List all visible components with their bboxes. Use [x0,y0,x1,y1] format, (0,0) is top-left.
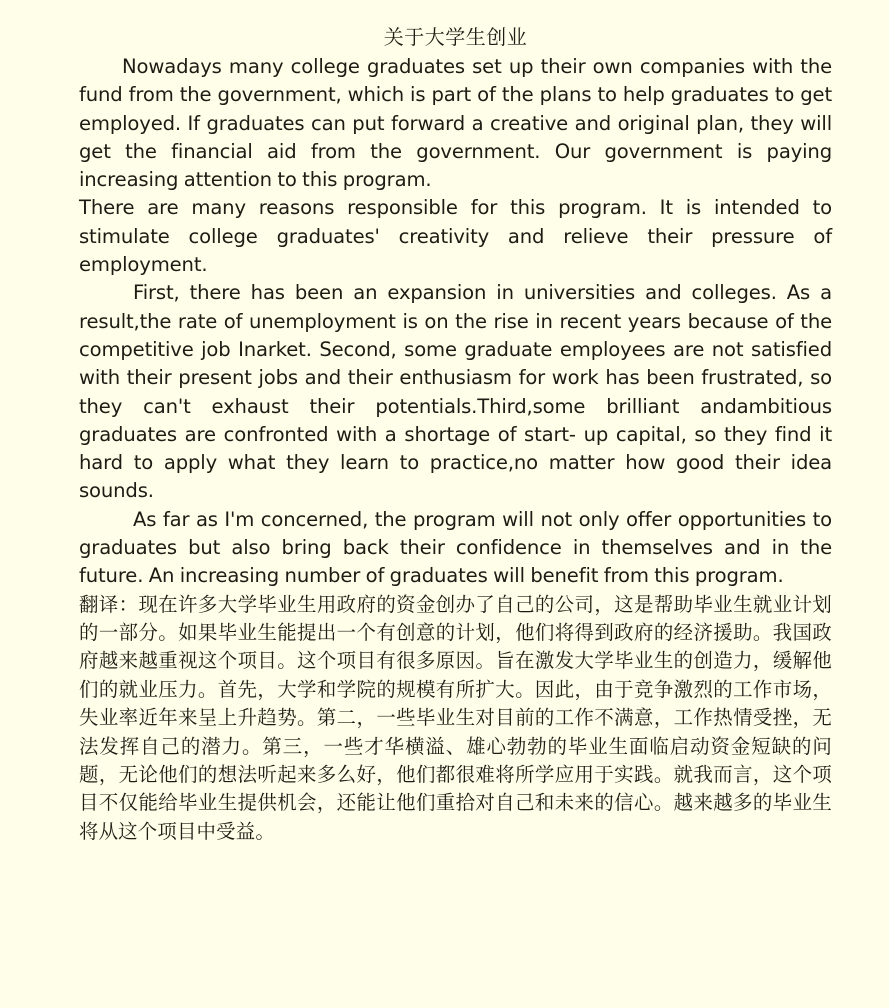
english-paragraph-reasons: There are many reasons responsible for this program. It is intended to stimulate college graduates' creativity and relieve their pressure of employment. [79,196,832,277]
document-page [79,22,832,846]
english-paragraph-causes: First, there has been an expansion in universities and colleges. As a result,the rate of unemployment is on the rise in recent years because of the competitive job Inarket. Second, some graduate employees are not satisfied with their present jobs and their enthusiasm for work has been frustrated, so they can't exhaust their potentials.Third,some brilliant andambitious graduates are confronted with a shortage of start- up capital, so they find it hard to apply what they learn to practice,no matter how good their idea sounds. [79,281,832,503]
english-paragraph-conclusion: As far as I'm concerned, the program will not only offer opportunities to graduates but also bring back their confidence in themselves and in the future. An increasing number of graduates will benefit from this program. [79,507,832,588]
english-paragraph-intro: Nowadays many college graduates set up their own companies with the fund from the government, which is part of the plans to help graduates to get employed. If graduates can put forward a creative and original plan, they will get the financial aid from the government. Our government is paying increasing attention to this program. [79,55,832,192]
chinese-translation: 翻译：现在许多大学毕业生用政府的资金创办了自己的公司，这是帮助毕业生就业计划的一部分。如果毕业生能提出一个有创意的计划，他们将得到政府的经济援助。我国政府越来越重视这个项目。这个项目有很多原因。旨在激发大学毕业生的创造力，缓解他们的就业压力。首先，大学和学院的规模有所扩大。因此，由于竞争激烈的工作市场，失业率近年来呈上升趋势。第二，一些毕业生对目前的工作不满意，工作热情受挫，无法发挥自己的潜力。第三，一些才华横溢、雄心勃勃的毕业生面临启动资金短缺的问题，无论他们的想法听起来多么好，他们都很难将所学应用于实践。就我而言，这个项目不仅能给毕业生提供机会，还能让他们重拾对自己和未来的信心。越来越多的毕业生将从这个项目中受益。 [79,592,832,843]
document-title: 关于大学生创业 [383,25,528,49]
